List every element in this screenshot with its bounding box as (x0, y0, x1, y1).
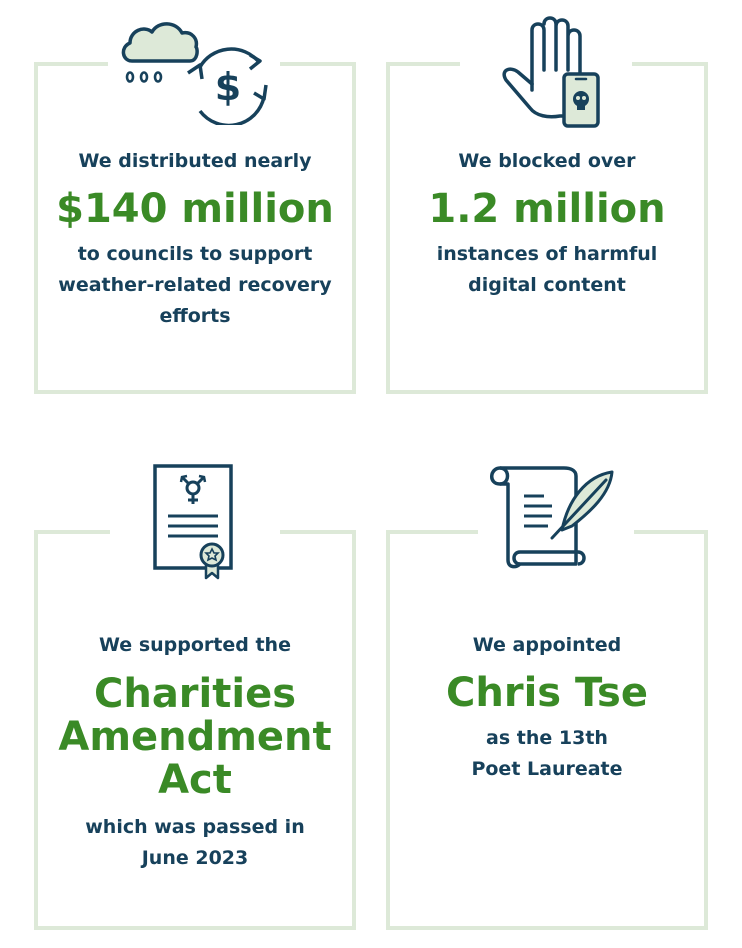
card-figure-line: Charities (93, 671, 297, 717)
card-tail-line: June 2023 (141, 847, 249, 869)
card-figure: 1.2 million (428, 186, 666, 232)
card-tail-line: which was passed in (85, 816, 305, 838)
card-tail-line: digital content (468, 274, 626, 296)
card-tail-line: as the 13th (486, 727, 608, 749)
card-lead-text: We blocked over (458, 150, 636, 172)
cloud-rain-dollar-icon (118, 15, 268, 125)
card-content (38, 630, 352, 874)
scroll-quill-icon (486, 460, 618, 570)
card-figure (38, 673, 352, 802)
card-tail-line: instances of harmful (436, 243, 658, 265)
card-tail-line: efforts (159, 305, 231, 327)
card-figure: $140 million (56, 186, 334, 232)
card-tail-line: to councils to support (77, 243, 313, 265)
card-figure: Chris Tse (446, 670, 648, 716)
card-content (390, 146, 704, 301)
card-lead-text: We supported the (99, 634, 291, 656)
dollar-sign-text: $ (214, 65, 242, 109)
stat-card-poet-laureate (386, 530, 708, 930)
card-tail-line: Poet Laureate (471, 758, 623, 780)
certificate-gender-symbol-icon (148, 460, 244, 584)
card-figure-line: Amendment (58, 714, 332, 760)
hand-phone-skull-icon (496, 12, 606, 130)
card-content (38, 146, 352, 332)
card-tail-line: weather-related recovery (58, 274, 332, 296)
card-lead-text: We appointed (472, 634, 622, 656)
card-lead-text: We distributed nearly (78, 150, 312, 172)
card-figure-line: Act (158, 757, 232, 803)
stat-card-charities-act (34, 530, 356, 930)
card-content (390, 630, 704, 785)
